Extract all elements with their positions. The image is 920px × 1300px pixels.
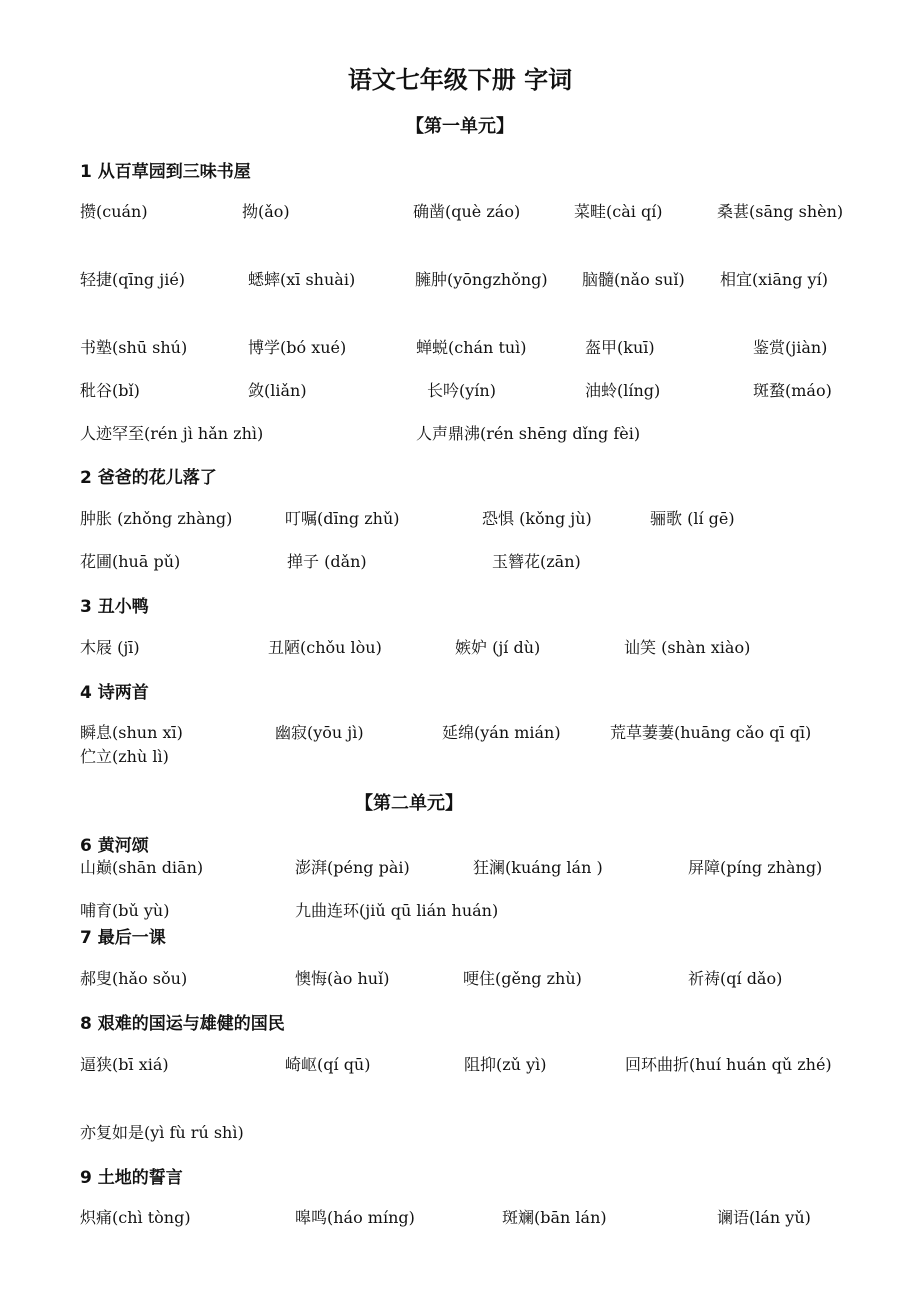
word-entry: 哽住(gěng zhù) <box>463 969 582 988</box>
lesson-heading-3: 3 丑小鸭 <box>80 597 149 617</box>
lesson-heading-7: 7 最后一课 <box>80 928 166 948</box>
word-entry: 山巅(shān diān) <box>80 858 204 877</box>
word-row <box>80 268 860 316</box>
word-entry: 敛(liǎn) <box>248 381 307 400</box>
word-entry: 蟋蟀(xī shuài) <box>248 270 356 289</box>
word-entry: 油蛉(líng) <box>585 381 661 400</box>
word-entry: 伫立(zhù lì) <box>80 747 169 766</box>
word-entry: 谰语(lán yǔ) <box>717 1208 811 1227</box>
word-entry: 懊悔(ào huǐ) <box>295 969 390 988</box>
word-entry: 郝叟(hǎo sǒu) <box>80 969 188 988</box>
word-entry: 叮嘱(dīng zhǔ) <box>285 509 400 528</box>
word-entry: 拗(ǎo) <box>242 202 290 221</box>
word-row <box>80 1121 860 1169</box>
word-entry: 骊歌 (lí gē) <box>650 509 735 528</box>
unit-heading-1: 【第一单元】 <box>406 116 514 137</box>
word-entry: 花圃(huā pǔ) <box>80 552 181 571</box>
word-entry: 攒(cuán) <box>80 202 148 221</box>
word-entry: 逼狭(bī xiá) <box>80 1055 169 1074</box>
word-entry: 肿胀 (zhǒng zhàng) <box>80 509 233 528</box>
page-title: 语文七年级下册 字词 <box>347 66 573 94</box>
word-entry: 亦复如是(yì fù rú shì) <box>80 1123 244 1142</box>
lesson-heading-9: 9 土地的誓言 <box>80 1168 183 1188</box>
word-entry: 博学(bó xué) <box>248 338 347 357</box>
word-entry: 桑葚(sāng shèn) <box>717 202 844 221</box>
word-entry: 鉴赏(jiàn) <box>753 338 828 357</box>
word-entry: 轻捷(qīng jié) <box>80 270 186 289</box>
word-entry: 人声鼎沸(rén shēng dǐng fèi) <box>416 424 641 443</box>
word-entry: 延绵(yán mián) <box>442 723 561 742</box>
word-entry: 嗥鸣(háo míng) <box>295 1208 415 1227</box>
word-entry: 玉簪花(zān) <box>492 552 581 571</box>
word-entry: 盔甲(kuī) <box>585 338 655 357</box>
word-entry: 恐惧 (kǒng jù) <box>482 509 592 528</box>
word-entry: 相宜(xiāng yí) <box>720 270 828 289</box>
word-entry: 秕谷(bǐ) <box>80 381 140 400</box>
word-entry: 瞬息(shun xī) <box>80 723 183 742</box>
word-entry: 祈祷(qí dǎo) <box>688 969 783 988</box>
word-row <box>80 507 860 555</box>
word-row <box>80 336 860 384</box>
word-row <box>80 379 860 427</box>
word-entry: 斑斓(bān lán) <box>502 1208 607 1227</box>
lesson-heading-6: 6 黄河颂 <box>80 836 149 856</box>
word-entry: 狂澜(kuáng lán ) <box>473 858 603 877</box>
word-entry: 书塾(shū shú) <box>80 338 188 357</box>
word-entry: 斑蝥(máo) <box>753 381 832 400</box>
lesson-heading-4: 4 诗两首 <box>80 683 149 703</box>
word-row <box>80 1206 860 1254</box>
word-entry: 确凿(què záo) <box>413 202 521 221</box>
word-row <box>80 636 860 684</box>
word-entry: 长吟(yín) <box>427 381 496 400</box>
word-entry: 澎湃(péng pài) <box>295 858 410 877</box>
lesson-heading-1: 1 从百草园到三味书屋 <box>80 162 251 182</box>
word-row <box>80 899 860 947</box>
word-entry: 蝉蜕(chán tuì) <box>416 338 527 357</box>
word-entry: 木屐 (jī) <box>80 638 140 657</box>
word-entry: 讪笑 (shàn xiào) <box>624 638 751 657</box>
unit-heading-2: 【第二单元】 <box>355 793 463 814</box>
word-entry: 哺育(bǔ yù) <box>80 901 170 920</box>
word-row <box>80 200 860 248</box>
word-entry: 屏障(píng zhàng) <box>688 858 823 877</box>
word-entry: 荒草萋萋(huāng cǎo qī qī) <box>610 723 812 742</box>
word-entry: 炽痛(chì tòng) <box>80 1208 191 1227</box>
word-row <box>80 550 860 598</box>
word-row <box>80 967 860 1015</box>
word-entry: 九曲连环(jiǔ qū lián huán) <box>295 901 499 920</box>
word-entry: 人迹罕至(rén jì hǎn zhì) <box>80 424 264 443</box>
word-entry: 崎岖(qí qū) <box>285 1055 371 1074</box>
word-entry: 丑陋(chǒu lòu) <box>268 638 382 657</box>
word-entry: 阻抑(zǔ yì) <box>464 1055 547 1074</box>
word-row <box>80 721 860 769</box>
word-entry: 掸子 (dǎn) <box>287 552 367 571</box>
lesson-heading-8: 8 艰难的国运与雄健的国民 <box>80 1014 285 1034</box>
word-entry: 脑髓(nǎo suǐ) <box>582 270 685 289</box>
word-entry: 菜畦(cài qí) <box>574 202 663 221</box>
lesson-heading-2: 2 爸爸的花儿落了 <box>80 468 217 488</box>
word-entry: 回环曲折(huí huán qǔ zhé) <box>625 1055 832 1074</box>
word-row <box>80 1053 860 1101</box>
word-entry: 幽寂(yōu jì) <box>275 723 364 742</box>
word-entry: 臃肿(yōngzhǒng) <box>415 270 548 289</box>
word-entry: 嫉妒 (jí dù) <box>455 638 541 657</box>
word-row <box>80 856 860 904</box>
